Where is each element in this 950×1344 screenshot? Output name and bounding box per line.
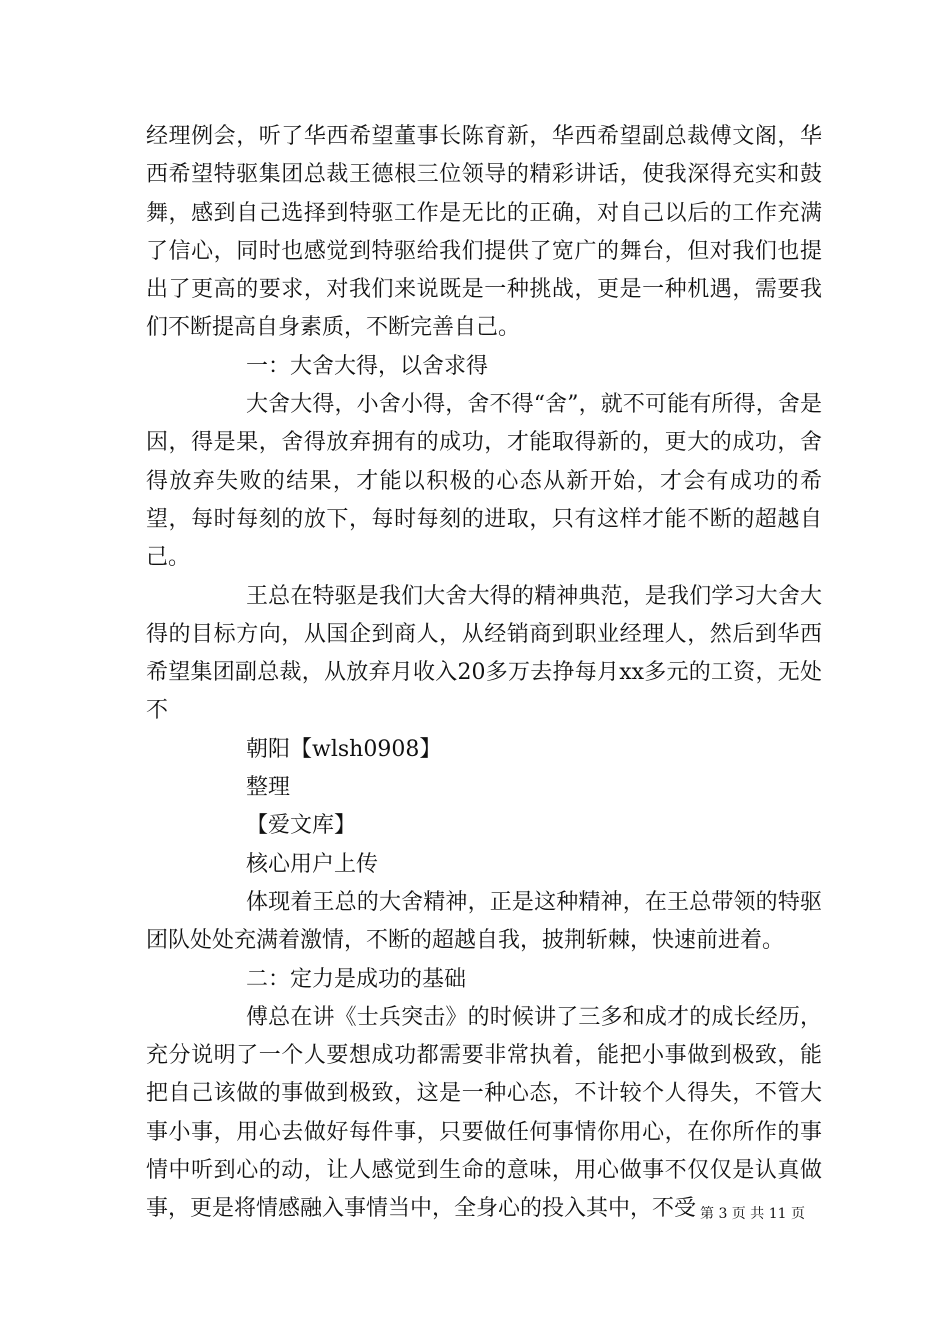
paragraph-section-2: 傅总在讲《士兵突击》的时候讲了三多和成才的成长经历，充分说明了一个人要想成功都需要非常执着，能把小事做到极致，能把自己该做的事做到极致，这是一种心态，不计较个人得失，不管大事小事，用心去做好每件事，只要做任何事情你用心，在你所作的事情中听到心的动，让人感觉到生命的意味，用心做事不仅仅是认真做事，更是将情感融入事情当中，全身心的投入其中，不受 <box>146 1004 822 1222</box>
watermark-line-site: 【爱文库】 <box>246 813 357 839</box>
paragraph-section-1: 大舍大得，小舍小得，舍不得“舍”，就不可能有所得，舍是因，得是果，舍得放弃拥有的成功，才能取得新的，更大的成功，舍得放弃失败的结果，才能以积极的心态从新开始，才会有成功的希望，每时每刻的放下，每时每刻的进取，只有这样才能不断的超越自己。 <box>146 392 822 571</box>
paragraph-intro: 经理例会，听了华西希望董事长陈育新，华西希望副总裁傅文阁，华西希望特驱集团总裁王德根三位领导的精彩讲话，使我深得充实和鼓舞，感到自己选择到特驱工作是无比的正确，对自己以后的工作充满了信心，同时也感觉到特驱给我们提供了宽广的舞台，但对我们也提出了更高的要求，对我们来说既是一种挑战，更是一种机遇，需要我们不断提高自身素质，不断完善自己。 <box>146 124 822 341</box>
paragraph-team-spirit: 体现着王总的大舍精神，正是这种精神，在王总带领的特驱团队处处充满着激情，不断的超越自我，披荆斩棘，快速前进着。 <box>146 889 822 954</box>
paragraph-wang-example: 王总在特驱是我们大舍大得的精神典范，是我们学习大舍大得的目标方向，从国企到商人，从经销商到职业经理人，然后到华西希望集团副总裁，从放弃月收入20多万去挣每月xx多元的工资，无处不 <box>146 583 822 724</box>
watermark-line-arranged: 整理 <box>246 775 291 801</box>
section-heading-1: 一：大舍大得，以舍求得 <box>246 353 489 379</box>
document-body <box>146 118 822 1229</box>
watermark-line-author: 朝阳【wlsh0908】 <box>246 736 442 762</box>
watermark-line-upload: 核心用户上传 <box>246 851 379 877</box>
section-heading-2: 二：定力是成功的基础 <box>246 966 467 992</box>
page-number-footer: 第 3 页 共 11 页 <box>700 1206 805 1222</box>
